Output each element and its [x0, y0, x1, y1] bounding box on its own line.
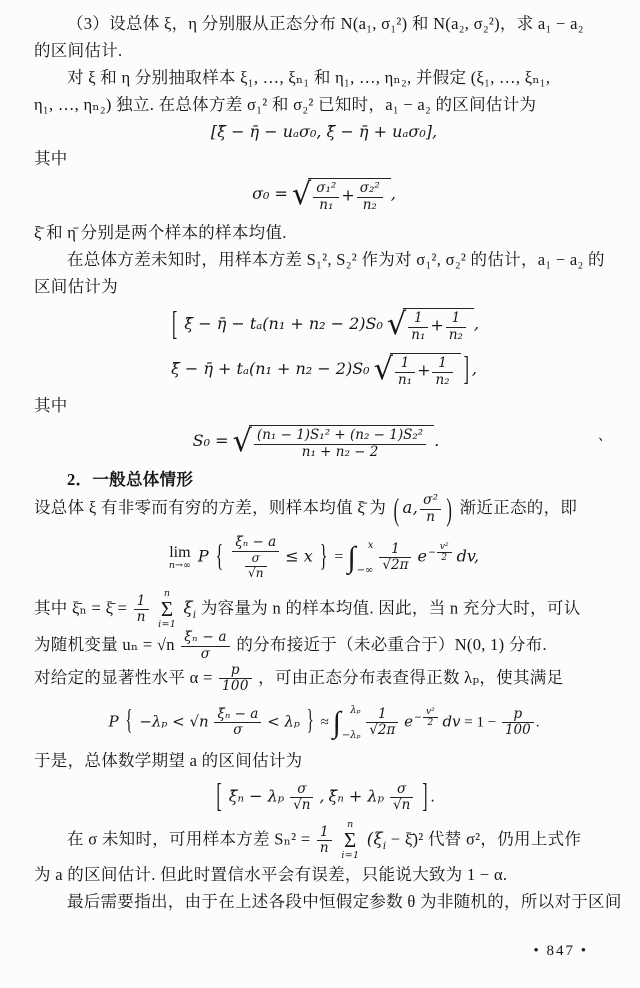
radical-sign: √ — [291, 177, 312, 213]
fraction-numerator: σ² — [420, 493, 441, 510]
fraction-numerator: v² — [423, 707, 438, 718]
trailing-period: . — [430, 788, 435, 806]
close-bracket: ] — [463, 351, 469, 388]
integral-sign: ∫ — [332, 705, 341, 739]
para-unknown-variance-line1: 在总体方差未知时，用样本方差 S₁², S₂² 作为对 σ₁², σ₂² 的估计，a₁ − a₂ 的 — [67, 250, 605, 270]
equals-one-minus: = 1 − — [464, 713, 497, 730]
qizhong-label-1: 其中 — [34, 149, 68, 168]
t-interval-lower-body: ξ̄ − η̄ − tₐ(n₁ + n₂ − 2)S₀ — [184, 314, 383, 334]
fraction-denominator: 100 — [504, 722, 531, 739]
lower-bound: −λₚ < √n — [139, 711, 209, 730]
xi-symbol: ξ — [183, 598, 193, 618]
fraction-numerator: 1 — [366, 707, 398, 724]
para-unknown-variance-line2: 区间估计为 — [34, 277, 118, 297]
formula-sigma0 — [34, 178, 614, 213]
formula-s0 — [34, 425, 614, 460]
formula-clt-limit — [34, 535, 614, 580]
text-segment: 其中 ξ̄ₙ = ξ̄ = — [34, 598, 128, 618]
plus-sign: + — [430, 315, 444, 335]
sigma-sign: Σ — [160, 597, 174, 622]
open-bracket: [ — [171, 306, 178, 343]
para-asymptotic-normal — [34, 491, 614, 528]
paren-content-a: a, — [402, 497, 419, 517]
sqrt-expression — [374, 353, 461, 388]
exponent-fraction — [437, 542, 452, 564]
close-bracket: ] — [422, 778, 428, 815]
radical-sign: √ — [373, 352, 393, 388]
lim-word: lim — [169, 543, 191, 561]
sum-lower-limit: i=1 — [341, 850, 360, 862]
close-paren: ) — [446, 491, 453, 528]
s0-lhs: S₀ = — [192, 431, 229, 451]
fraction-sigma2-n2 — [357, 181, 383, 213]
section-heading-general-population: 2．一般总体情形 — [67, 470, 194, 490]
fraction-denominator: √n — [293, 797, 311, 814]
summation-operator — [158, 589, 176, 631]
para-un-distribution — [34, 630, 614, 662]
fraction-denominator: n — [136, 609, 146, 626]
fraction-denominator: n₁ — [397, 371, 413, 388]
fraction-numerator: (n₁ − 1)S₁² + (n₂ − 1)S₂² — [254, 428, 426, 445]
text-segment: 对给定的显著性水平 α = — [34, 667, 213, 687]
trailing-period: . — [535, 713, 540, 730]
qizhong-label-2: 其中 — [34, 396, 68, 416]
fraction-numerator: p — [219, 663, 252, 680]
page-number: • 847 • — [533, 943, 588, 959]
fraction-pooled-variance — [254, 428, 426, 460]
fraction-numerator: p — [502, 707, 534, 724]
text-segment: 的分布接近于（未必重合于）N(0, 1) 分布. — [236, 635, 547, 655]
sqrt-expression — [233, 425, 435, 460]
integral-upper-limit: λₚ — [350, 704, 361, 716]
para-sample-mean-definition — [34, 589, 614, 631]
fraction-1-n2 — [432, 356, 452, 388]
formula-mean-interval — [34, 778, 614, 815]
integral — [333, 705, 361, 741]
fraction-numerator: v² — [437, 542, 452, 553]
euler-e: e — [417, 546, 427, 566]
fraction-denominator: n₂ — [448, 326, 463, 343]
fraction-denominator: n₁ — [411, 326, 426, 343]
text-segment: 渐近正态的，即 — [459, 497, 578, 517]
equals-sign: = — [334, 548, 344, 566]
standardized-mean-fraction — [232, 535, 279, 580]
fraction-denominator: n₂ — [435, 371, 450, 388]
radicand — [308, 178, 391, 213]
gaussian-normalizer-fraction — [366, 707, 398, 739]
para-sample-means: ξ̄ 和 η̄ 分别是两个样本的样本均值. — [34, 223, 287, 243]
xi-subscript-i: i — [382, 840, 387, 852]
integral-lower-limit: −λₚ — [341, 729, 361, 741]
fraction-1-n1 — [408, 311, 428, 343]
line-comma: , — [473, 314, 480, 334]
fraction-numerator: 1 — [317, 825, 332, 842]
text-segment: ，可由正态分布表查得正数 λₚ，使其满足 — [258, 667, 564, 687]
fraction-1-n2 — [446, 311, 466, 343]
summation-operator — [341, 820, 359, 862]
standardized-mean-fraction — [214, 707, 261, 739]
fraction-numerator: σ₂² — [357, 181, 383, 198]
sqrt-expression — [292, 178, 391, 213]
interval-upper: ξ̄ₙ + λₚ — [328, 786, 384, 806]
euler-e: e — [404, 711, 414, 730]
text-segment: − ξ̄)² 代替 σ²，仍用上式作 — [386, 829, 582, 849]
fraction-sigma-sqrtn — [390, 782, 413, 814]
fraction-denominator: n₁ — [319, 196, 334, 213]
lim-subscript: n→∞ — [168, 560, 191, 572]
open-brace: { — [215, 540, 224, 574]
open-bracket: [ — [216, 778, 222, 815]
stray-scan-mark: 、 — [598, 429, 612, 445]
para-thus-interval: 于是，总体数学期望 a 的区间估计为 — [34, 750, 303, 770]
formula-t-interval-line1 — [34, 308, 614, 343]
fraction-numerator: 1 — [395, 356, 415, 373]
interval-lower: ξ̄ₙ − λₚ — [228, 786, 285, 806]
sum-upper-limit: n — [163, 587, 171, 599]
plus-sign: + — [417, 360, 431, 380]
radicand — [390, 353, 461, 388]
interval-comma: , — [319, 786, 325, 806]
para3-line1: （3）设总体 ξ，η 分别服从正态分布 N(a₁, σ₁²) 和 N(a₂, σ₂²)，求 a₁ − a₂ — [67, 14, 584, 33]
fraction-denominator: 2 — [441, 553, 448, 564]
text-segment: 为容量为 n 的样本均值. 因此，当 n 充分大时，可认 — [200, 598, 581, 618]
fraction-numerator: σ — [245, 552, 267, 567]
para3-line2: 的区间估计. — [34, 41, 123, 60]
text-segment: 在 σ 未知时，可用样本方差 Sₙ² = — [67, 829, 311, 849]
sqrt-expression — [387, 308, 474, 343]
close-brace: } — [319, 540, 328, 574]
fraction-numerator: σ — [290, 782, 313, 799]
fraction-sigma-sqrtn — [290, 782, 313, 814]
integral-upper-limit: x — [367, 539, 374, 551]
fraction-1-n — [134, 594, 149, 626]
fraction-numerator: 1 — [379, 542, 411, 559]
fraction-numerator: 1 — [432, 356, 452, 373]
fraction-numerator: ξ̄ₙ − a — [181, 630, 230, 647]
fraction-numerator: 1 — [134, 594, 149, 611]
approx-sign: ≈ — [320, 713, 329, 730]
text-segment: 设总体 ξ 有非零而有穷的方差，则样本均值 ξ̄ 为 — [34, 497, 387, 517]
t-interval-upper-body: ξ̄ − η̄ + tₐ(n₁ + n₂ − 2)S₀ — [170, 359, 370, 379]
fraction-p-100 — [502, 707, 534, 739]
fraction-denominator: n — [426, 508, 436, 525]
exponent — [414, 706, 439, 728]
fraction-numerator: σ₁² — [313, 181, 339, 198]
fraction-sigma2-n — [420, 493, 441, 525]
integral-sign: ∫ — [347, 540, 356, 574]
radicand — [249, 425, 434, 460]
fraction-numerator: 1 — [408, 311, 428, 328]
para-significance-level — [34, 663, 614, 695]
fraction-denominator: n — [319, 840, 329, 857]
fraction-denominator: √n — [392, 797, 411, 814]
sum-lower-limit: i=1 — [158, 619, 177, 631]
para-sigma-unknown — [34, 820, 614, 862]
integral — [347, 540, 373, 576]
open-paren: ( — [393, 491, 400, 528]
sigma0-lhs: σ₀ = — [252, 184, 288, 204]
exponent-minus: − — [427, 547, 436, 559]
formula-t-interval-line2 — [34, 353, 614, 388]
open-brace: { — [125, 706, 133, 737]
trailing-comma: , — [390, 184, 396, 204]
text-segment: (ξ — [366, 829, 383, 849]
leq-x: ≤ x — [285, 546, 313, 566]
fraction-denominator: 2 — [427, 717, 434, 728]
trailing-comma: , — [471, 359, 478, 379]
fraction-p-100 — [219, 663, 252, 695]
fraction-sigma1-n1 — [313, 181, 339, 213]
fraction-denominator: 100 — [222, 678, 249, 695]
close-brace: } — [306, 706, 314, 737]
fraction-1-n1 — [395, 356, 415, 388]
probability-P: P — [197, 546, 209, 566]
fraction-denominator: σ — [200, 646, 211, 662]
fraction-numerator: 1 — [446, 311, 466, 328]
limit-operator — [169, 545, 191, 572]
formula-interval-known-variance: [ξ̄ − η̄ − uₐσ₀, ξ̄ − η̄ + uₐσ₀], — [210, 122, 438, 141]
fraction-denominator — [232, 552, 279, 581]
fraction-numerator: ξ̄ₙ − a — [232, 535, 279, 552]
para-confidence-error: 为 a 的区间估计. 但此时置信水平会有误差，只能说大致为 1 − α. — [34, 865, 508, 885]
dv-differential: dv, — [456, 546, 480, 566]
fraction-denominator: n₁ + n₂ − 2 — [301, 443, 379, 460]
trailing-period: . — [434, 431, 440, 451]
exponent-fraction — [423, 707, 438, 729]
exponent — [427, 541, 453, 564]
formula-probability-lambda — [34, 705, 614, 741]
xi-subscript-i: i — [192, 609, 197, 621]
inner-fraction-sigma-sqrtn — [245, 552, 267, 581]
fraction-denominator: n₂ — [362, 196, 377, 213]
probability-P: P — [108, 711, 119, 730]
gaussian-normalizer-fraction — [379, 542, 411, 574]
fraction-denominator: √n — [248, 565, 264, 580]
plus-sign: + — [341, 185, 355, 205]
upper-bound: < λₚ — [267, 711, 300, 730]
para-final-remark: 最后需要指出，由于在上述各段中恒假定参数 θ 为非随机的，所以对于区间 — [67, 892, 622, 912]
text-segment: 为随机变量 uₙ = √n — [34, 635, 175, 655]
radicand — [403, 308, 474, 343]
sum-upper-limit: n — [347, 818, 354, 830]
sigma-sign: Σ — [344, 828, 357, 853]
fraction-numerator: σ — [390, 782, 413, 799]
fraction-1-n — [317, 825, 332, 857]
radical-sign: √ — [232, 424, 252, 460]
exponent-minus: − — [414, 711, 422, 723]
integral-lower-limit: −∞ — [356, 564, 374, 576]
dv-differential: dv — [442, 711, 461, 730]
para-sampling-line1: 对 ξ 和 η 分别抽取样本 ξ₁, …, ξₙ₁ 和 η₁, …, ηₙ₂, 并假定 (ξ₁, …, ξₙ₁, — [67, 68, 551, 87]
fraction-denominator: σ — [233, 722, 243, 739]
fraction-standardized — [181, 630, 230, 662]
fraction-denominator: √2π — [382, 557, 409, 574]
radical-sign: √ — [386, 307, 407, 343]
para-sampling-line2: η₁, …, ηₙ₂) 独立. 在总体方差 σ₁² 和 σ₂² 已知时，a₁ − a₂ 的区间估计为 — [34, 95, 537, 114]
fraction-denominator: √2π — [369, 722, 396, 739]
fraction-numerator: ξ̄ₙ − a — [214, 707, 261, 724]
